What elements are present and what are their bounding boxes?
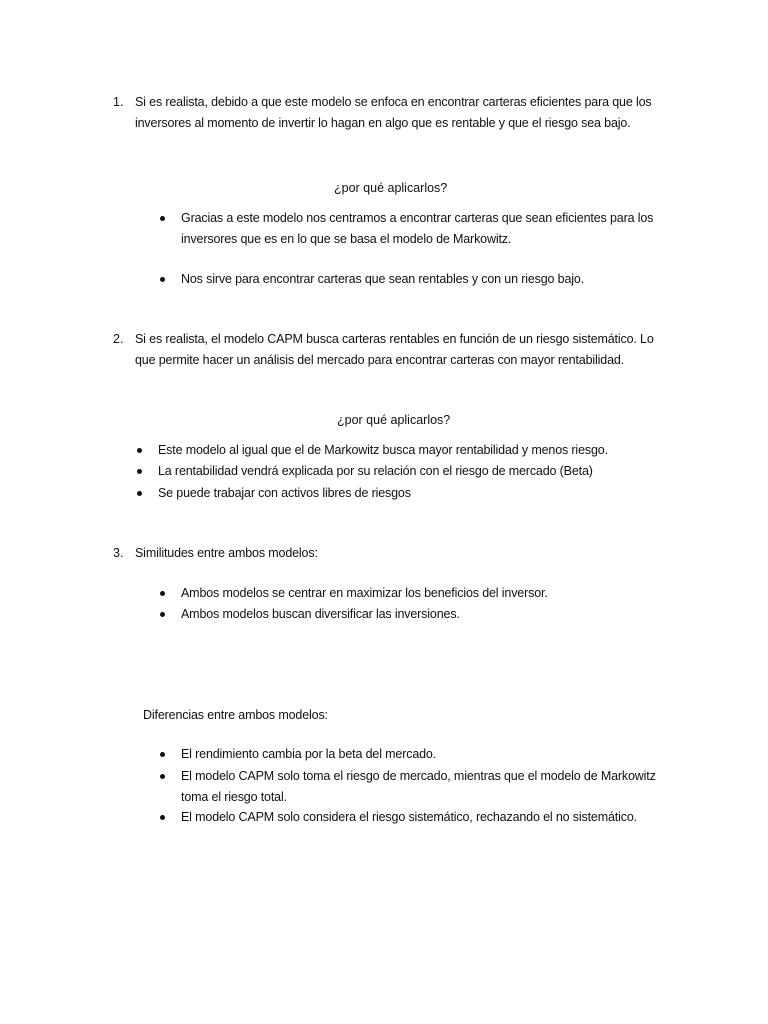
differences-title: Diferencias entre ambos modelos:: [143, 708, 328, 722]
bullet-icon: [160, 815, 165, 820]
differences-bullet2-line2: toma el riesgo total.: [181, 790, 287, 804]
section3-bullet2: Ambos modelos buscan diversificar las inversiones.: [181, 607, 460, 621]
bullet-icon: [160, 752, 165, 757]
differences-bullet2-line1: El modelo CAPM solo toma el riesgo de mercado, mientras que el modelo de Markowitz: [181, 769, 656, 783]
section1-bullet2: Nos sirve para encontrar carteras que sean rentables y con un riesgo bajo.: [181, 272, 585, 286]
bullet-icon: [160, 591, 165, 596]
section2-bullet1: Este modelo al igual que el de Markowitz busca mayor rentabilidad y menos riesgo.: [158, 443, 608, 457]
bullet-icon: [160, 774, 165, 779]
differences-bullet3: El modelo CAPM solo considera el riesgo sistemático, rechazando el no sistemático.: [181, 810, 637, 824]
bullet-icon: [160, 216, 165, 221]
bullet-icon: [137, 469, 142, 474]
section1-paragraph-line2: inversores al momento de invertir lo hagan en algo que es rentable y que el riesgo sea bajo.: [135, 116, 631, 130]
list-number-3: 3.: [113, 546, 124, 560]
section1-heading: ¿por qué aplicarlos?: [334, 181, 448, 195]
list-number-2: 2.: [113, 332, 124, 346]
section2-bullet3: Se puede trabajar con activos libres de riesgos: [158, 486, 411, 500]
section1-paragraph-line1: Si es realista, debido a que este modelo se enfoca en encontrar carteras eficientes para que los: [135, 95, 652, 109]
list-number-1: 1.: [113, 95, 124, 109]
section2-heading: ¿por qué aplicarlos?: [337, 413, 451, 427]
differences-bullet1: El rendimiento cambia por la beta del mercado.: [181, 747, 437, 761]
section2-paragraph-line2: que permite hacer un análisis del mercado para encontrar carteras con mayor rentabilidad.: [135, 353, 625, 367]
section3-title: Similitudes entre ambos modelos:: [135, 546, 318, 560]
bullet-icon: [160, 277, 165, 282]
section1-bullet1-line1: Gracias a este modelo nos centramos a encontrar carteras que sean eficientes para los: [181, 211, 654, 225]
bullet-icon: [160, 612, 165, 617]
section2-paragraph-line1: Si es realista, el modelo CAPM busca carteras rentables en función de un riesgo sistemático. Lo: [135, 332, 654, 346]
bullet-icon: [137, 448, 142, 453]
bullet-icon: [137, 491, 142, 496]
section2-bullet2: La rentabilidad vendrá explicada por su relación con el riesgo de mercado (Beta): [158, 464, 593, 478]
section1-bullet1-line2: inversores que es en lo que se basa el modelo de Markowitz.: [181, 232, 512, 246]
section3-bullet1: Ambos modelos se centrar en maximizar los beneficios del inversor.: [181, 586, 548, 600]
